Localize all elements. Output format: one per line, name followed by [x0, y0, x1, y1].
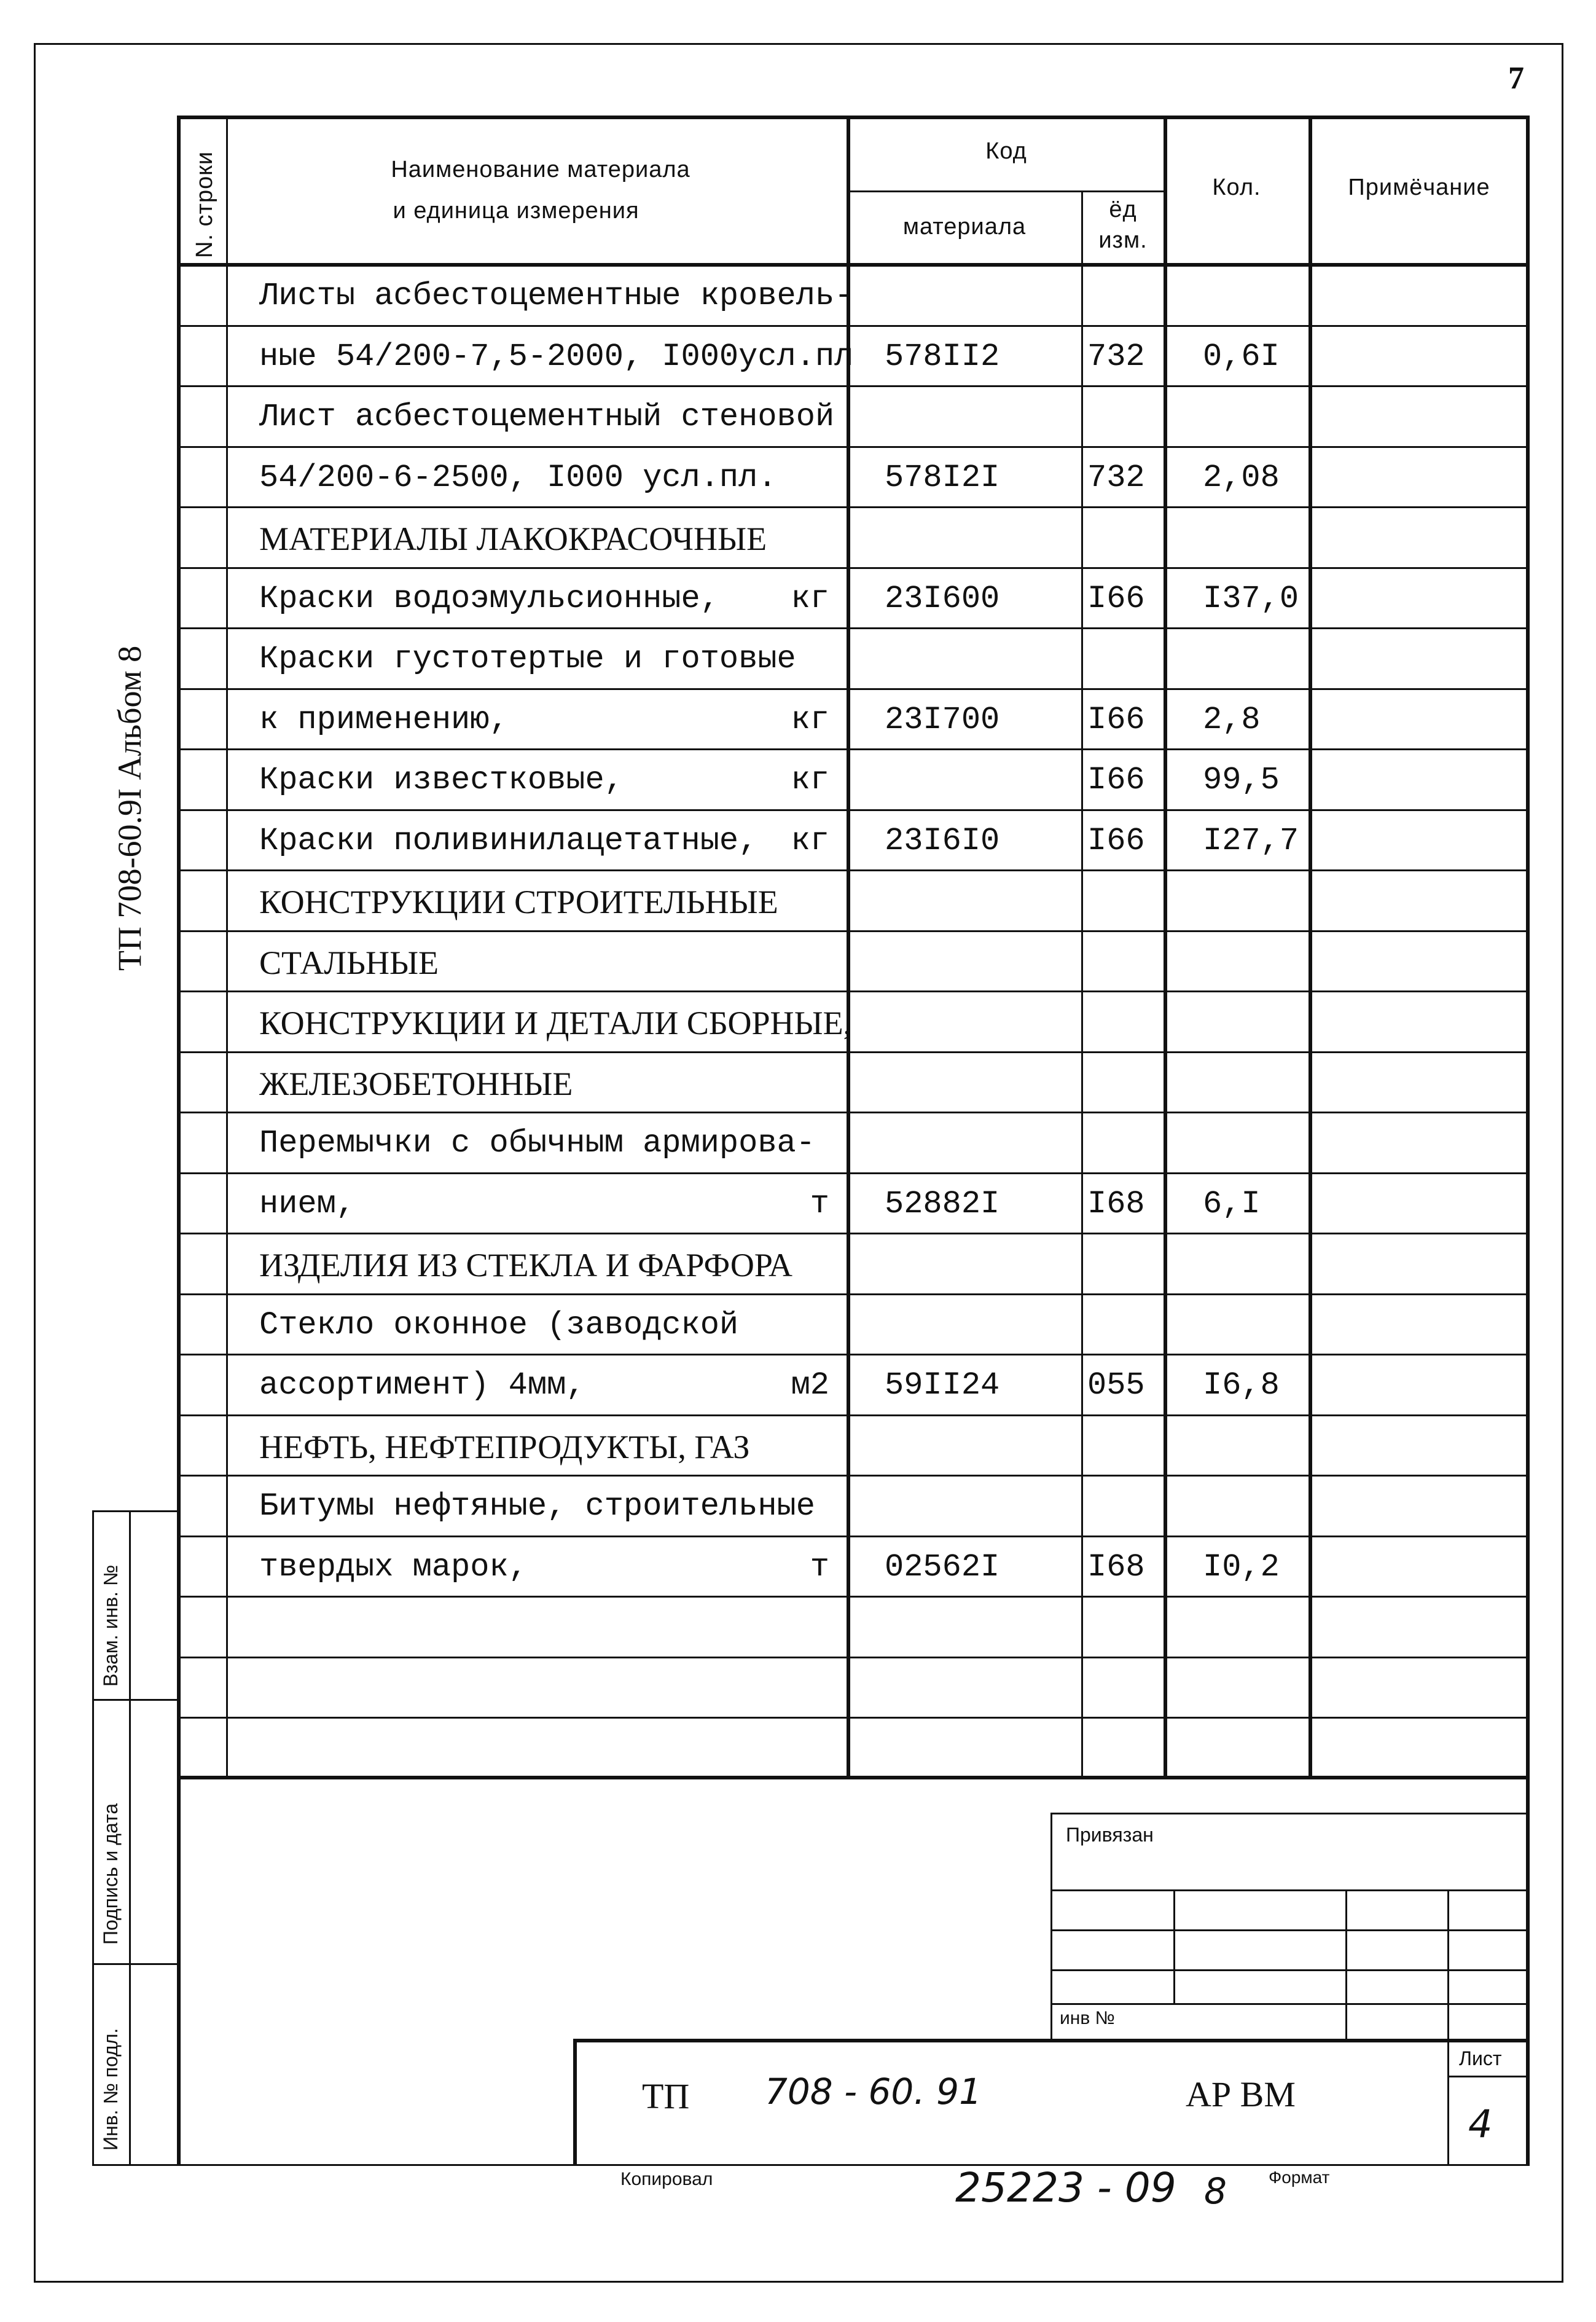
footer-kopiroval: Копировал	[620, 2169, 713, 2189]
row-quantity: 99,5	[1203, 762, 1280, 798]
row-name: нием,	[259, 1185, 356, 1222]
stamp-vzam-label: Взам. инв. №	[100, 1564, 122, 1687]
row-quantity: 2,8	[1203, 701, 1261, 738]
row-quantity: I6,8	[1203, 1367, 1280, 1403]
row-separator	[178, 1414, 1527, 1416]
row-quantity: I0,2	[1203, 1548, 1280, 1585]
row-unit-code: I66	[1087, 580, 1145, 617]
col-line-material	[1081, 190, 1083, 1778]
row-separator	[178, 748, 1527, 750]
footer-format: Формат	[1269, 2168, 1330, 2187]
row-name: твердых марок,	[259, 1548, 528, 1585]
row-name: ные 54/200-7,5-2000, I000усл.пл	[259, 338, 854, 375]
row-separator	[178, 627, 1527, 629]
header-unit-line2: изм.	[1098, 227, 1148, 253]
footer-order-sub: 8	[1204, 2170, 1227, 2212]
row-unit-code: I66	[1087, 822, 1145, 859]
row-quantity: 6,I	[1203, 1185, 1261, 1222]
row-name: СТАЛЬНЫЕ	[259, 944, 439, 981]
tb-mark: АР ВМ	[1186, 2074, 1296, 2114]
tb-privyazan: Привязан	[1066, 1824, 1154, 1846]
table-top-border	[178, 116, 1530, 119]
row-separator	[178, 1051, 1527, 1053]
stamp-inner-border	[129, 1510, 131, 2164]
header-qty: Кол.	[1212, 175, 1261, 200]
tb-line-4	[1050, 2003, 1530, 2005]
row-name: 54/200-6-2500, I000 усл.пл.	[259, 459, 777, 496]
header-row-number: N. строки	[192, 151, 217, 258]
row-material-code: 23I600	[885, 580, 1000, 617]
tb-col-1	[1173, 1889, 1175, 2003]
row-separator	[178, 1475, 1527, 1477]
row-name: КОНСТРУКЦИИ СТРОИТЕЛЬНЫЕ	[259, 884, 778, 920]
row-unit-code: I66	[1087, 762, 1145, 798]
header-note: Примёчание	[1348, 175, 1490, 200]
tb-col-2	[1345, 1889, 1347, 2040]
stamp-divider-2	[92, 1963, 178, 1965]
row-unit-code: I66	[1087, 701, 1145, 738]
row-unit-code: I68	[1087, 1548, 1145, 1585]
row-name: Краски водоэмульсионные,	[259, 580, 719, 617]
row-unit: т	[810, 1548, 829, 1585]
row-name: МАТЕРИАЛЫ ЛАКОКРАСОЧНЫЕ	[259, 520, 767, 557]
row-name: Краски известковые,	[259, 762, 624, 798]
row-name: Листы асбестоцементные кровель-	[259, 278, 854, 314]
row-material-code: 23I6I0	[885, 822, 1000, 859]
row-separator	[178, 385, 1527, 387]
row-separator	[178, 990, 1527, 992]
side-title: ТП 708-60.9I Альбом 8	[111, 645, 148, 971]
row-name: к применению,	[259, 701, 509, 738]
row-material-code: 578I2I	[885, 459, 1000, 496]
tb-doc-no: 708 - 60. 91	[765, 2071, 982, 2112]
row-separator	[178, 1172, 1527, 1174]
header-code: Код	[985, 138, 1027, 164]
right-main-border	[1526, 116, 1530, 2165]
row-separator	[178, 1112, 1527, 1113]
row-unit: кг	[791, 822, 829, 859]
row-separator	[178, 930, 1527, 932]
row-separator	[178, 325, 1527, 327]
row-unit: кг	[791, 580, 829, 617]
stamp-divider-1	[92, 1699, 178, 1701]
page-frame	[34, 43, 1563, 2283]
row-name: Краски поливинилацетатные,	[259, 822, 758, 859]
row-name: Стекло оконное (заводской	[259, 1306, 739, 1343]
row-material-code: 52882I	[885, 1185, 1000, 1222]
footer-order-number: 25223 - 09	[955, 2164, 1176, 2211]
tb-inv-label: инв №	[1060, 2008, 1115, 2028]
row-unit: т	[810, 1185, 829, 1222]
stamp-bottom-border	[92, 2164, 1530, 2166]
row-unit-code: 732	[1087, 459, 1145, 496]
left-main-border	[177, 116, 181, 2165]
row-quantity: 0,6I	[1203, 338, 1280, 375]
row-name: ИЗДЕЛИЯ ИЗ СТЕКЛА И ФАРФОРА	[259, 1247, 792, 1284]
tb-line-1	[1050, 1889, 1530, 1891]
tb-line-2	[1050, 1929, 1530, 1931]
stamp-inv-label: Инв. № подл.	[100, 2028, 122, 2151]
row-name: ЖЕЛЕЗОБЕТОННЫЕ	[259, 1065, 573, 1102]
row-separator	[178, 1717, 1527, 1719]
row-name: КОНСТРУКЦИИ И ДЕТАЛИ СБОРНЫЕ,	[259, 1005, 852, 1041]
tb-main-left	[573, 2039, 577, 2164]
row-material-code: 578II2	[885, 338, 1000, 375]
row-unit: м2	[791, 1367, 829, 1403]
tb-list-left	[1447, 2039, 1449, 2164]
header-name-line1: Наименование материала	[391, 157, 690, 182]
row-unit-code: I68	[1087, 1185, 1145, 1222]
row-separator	[178, 869, 1527, 871]
code-subheader-line	[847, 190, 1164, 192]
stamp-podpis-label: Подпись и дата	[100, 1803, 122, 1945]
row-name: Лист асбестоцементный стеновой	[259, 399, 835, 435]
tb-list-divider	[1447, 2076, 1530, 2077]
row-name: Битумы нефтяные, строительные	[259, 1488, 815, 1524]
row-quantity: I27,7	[1203, 822, 1299, 859]
header-bottom-border	[178, 263, 1530, 267]
row-material-code: 02562I	[885, 1548, 1000, 1585]
header-unit-line1: ёд	[1109, 197, 1137, 222]
row-separator	[178, 567, 1527, 569]
header-material: материала	[902, 214, 1027, 240]
tb-list-label: Лист	[1459, 2047, 1502, 2069]
row-quantity: I37,0	[1203, 580, 1299, 617]
row-unit: кг	[791, 762, 829, 798]
row-separator	[178, 809, 1527, 811]
row-material-code: 23I700	[885, 701, 1000, 738]
row-name: Краски густотертые и готовые	[259, 641, 796, 677]
tb-line-3	[1050, 1969, 1530, 1971]
row-name: НЕФТЬ, НЕФТЕПРОДУКТЫ, ГАЗ	[259, 1428, 750, 1465]
row-unit-code: 732	[1087, 338, 1145, 375]
row-separator	[178, 1596, 1527, 1598]
stamp-top-border	[92, 1510, 178, 1512]
tb-list-number: 4	[1468, 2101, 1493, 2146]
row-separator	[178, 1354, 1527, 1355]
tb-tp: ТП	[642, 2076, 690, 2116]
col-line-rowno	[226, 116, 228, 1778]
col-line-unit	[1164, 116, 1167, 1778]
row-separator	[178, 446, 1527, 448]
row-material-code: 59II24	[885, 1367, 1000, 1403]
row-separator	[178, 1657, 1527, 1658]
row-name: ассортимент) 4мм,	[259, 1367, 585, 1403]
row-separator	[178, 506, 1527, 508]
row-separator	[178, 1293, 1527, 1295]
row-separator	[178, 1778, 1527, 1779]
row-separator	[178, 688, 1527, 690]
tb-left	[1050, 1813, 1052, 2040]
tb-col-3	[1447, 1889, 1449, 2040]
tb-top	[1050, 1813, 1530, 1814]
col-line-qty	[1308, 116, 1312, 1778]
row-unit-code: 055	[1087, 1367, 1145, 1403]
row-unit: кг	[791, 701, 829, 738]
row-separator	[178, 1536, 1527, 1537]
header-name-line2: и единица измерения	[393, 198, 640, 224]
row-separator	[178, 1233, 1527, 1234]
row-name: Перемычки с обычным армирова-	[259, 1125, 815, 1161]
page-number: 7	[1508, 61, 1524, 96]
row-quantity: 2,08	[1203, 459, 1280, 496]
stamp-left-border	[92, 1510, 94, 2164]
tb-main-top	[574, 2039, 1530, 2042]
